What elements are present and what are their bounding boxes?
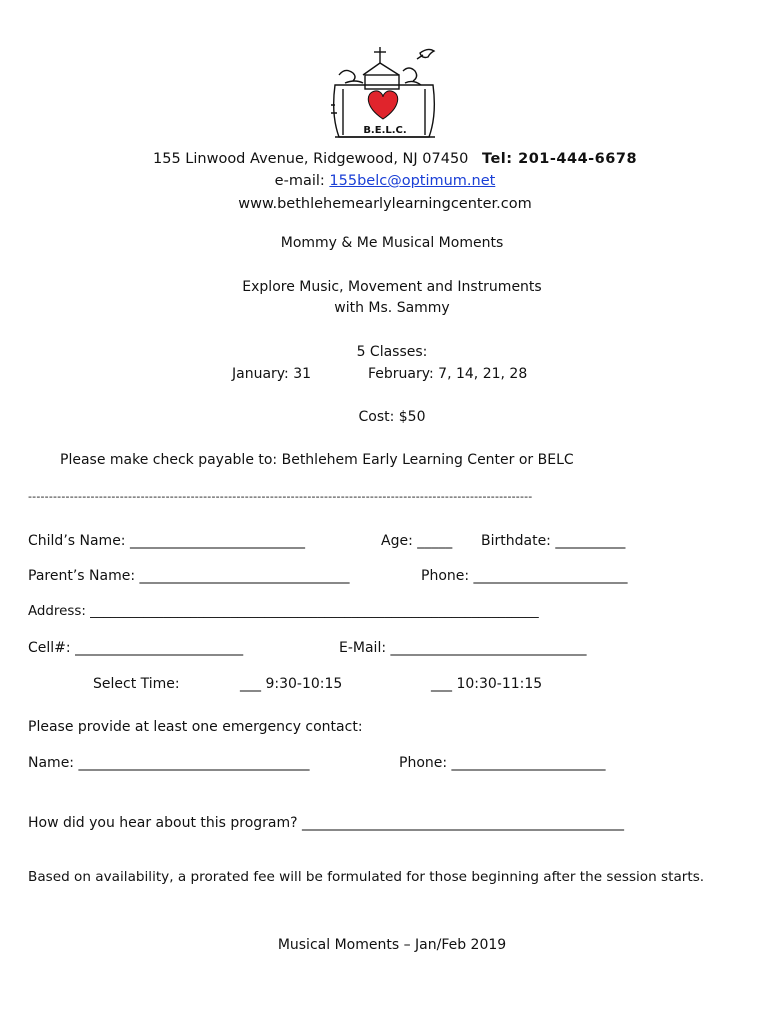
email-line [0, 173, 770, 189]
belc-logo [325, 45, 445, 147]
referral-field[interactable]: How did you hear about this program? ______________________________________________ [28, 815, 625, 831]
parent-phone-field[interactable]: Phone: ______________________ [421, 568, 628, 584]
program-description-1: Explore Music, Movement and Instruments [242, 279, 542, 295]
cell-field[interactable]: Cell#: ________________________ [28, 640, 244, 656]
website[interactable]: www.bethlehemearlylearningcenter.com [238, 196, 532, 212]
footer-title: Musical Moments – Jan/Feb 2019 [277, 937, 507, 953]
age-field[interactable]: Age: _____ [381, 533, 453, 549]
child-name-field[interactable]: Child’s Name: _________________________ [28, 533, 305, 549]
class-count: 5 Classes: [356, 344, 428, 360]
emergency-contact-heading: Please provide at least one emergency contact: [28, 719, 363, 735]
time-option-930[interactable]: ___ 9:30-10:15 [240, 676, 343, 692]
payable-note: Please make check payable to: Bethlehem Early Learning Center or BELC [60, 452, 574, 468]
program-title: Mommy & Me Musical Moments [280, 235, 504, 251]
cost: Cost: $50 [358, 409, 426, 425]
proration-note: Based on availability, a prorated fee will be formulated for those beginning after the session starts. [28, 869, 705, 885]
select-time-label: Select Time: [93, 676, 180, 692]
email-link[interactable]: 155belc@optimum.net [329, 173, 496, 189]
emergency-name-field[interactable]: Name: _________________________________ [28, 755, 310, 771]
email-label: e-mail: [274, 173, 325, 189]
time-option-1030[interactable]: ___ 10:30-11:15 [431, 676, 543, 692]
parent-name-field[interactable]: Parent’s Name: ______________________________ [28, 568, 350, 584]
program-description-2: with Ms. Sammy [334, 300, 450, 316]
february-dates: February: 7, 14, 21, 28 [368, 366, 528, 382]
logo-text: B.E.L.C. [363, 125, 407, 136]
email-field[interactable]: E-Mail: ____________________________ [339, 640, 587, 656]
emergency-phone-field[interactable]: Phone: ______________________ [399, 755, 606, 771]
birthdate-field[interactable]: Birthdate: __________ [481, 533, 626, 549]
address-line: 155 Linwood Avenue, Ridgewood, NJ 07450 [153, 151, 469, 167]
cut-line: ------------------------------------------------------------------------------------------------------------------------- [28, 490, 533, 503]
address-field[interactable]: Address: ___________________________________________________________________ [28, 604, 539, 619]
january-dates: January: 31 [232, 366, 312, 382]
telephone: Tel: 201-444-6678 [482, 151, 638, 167]
